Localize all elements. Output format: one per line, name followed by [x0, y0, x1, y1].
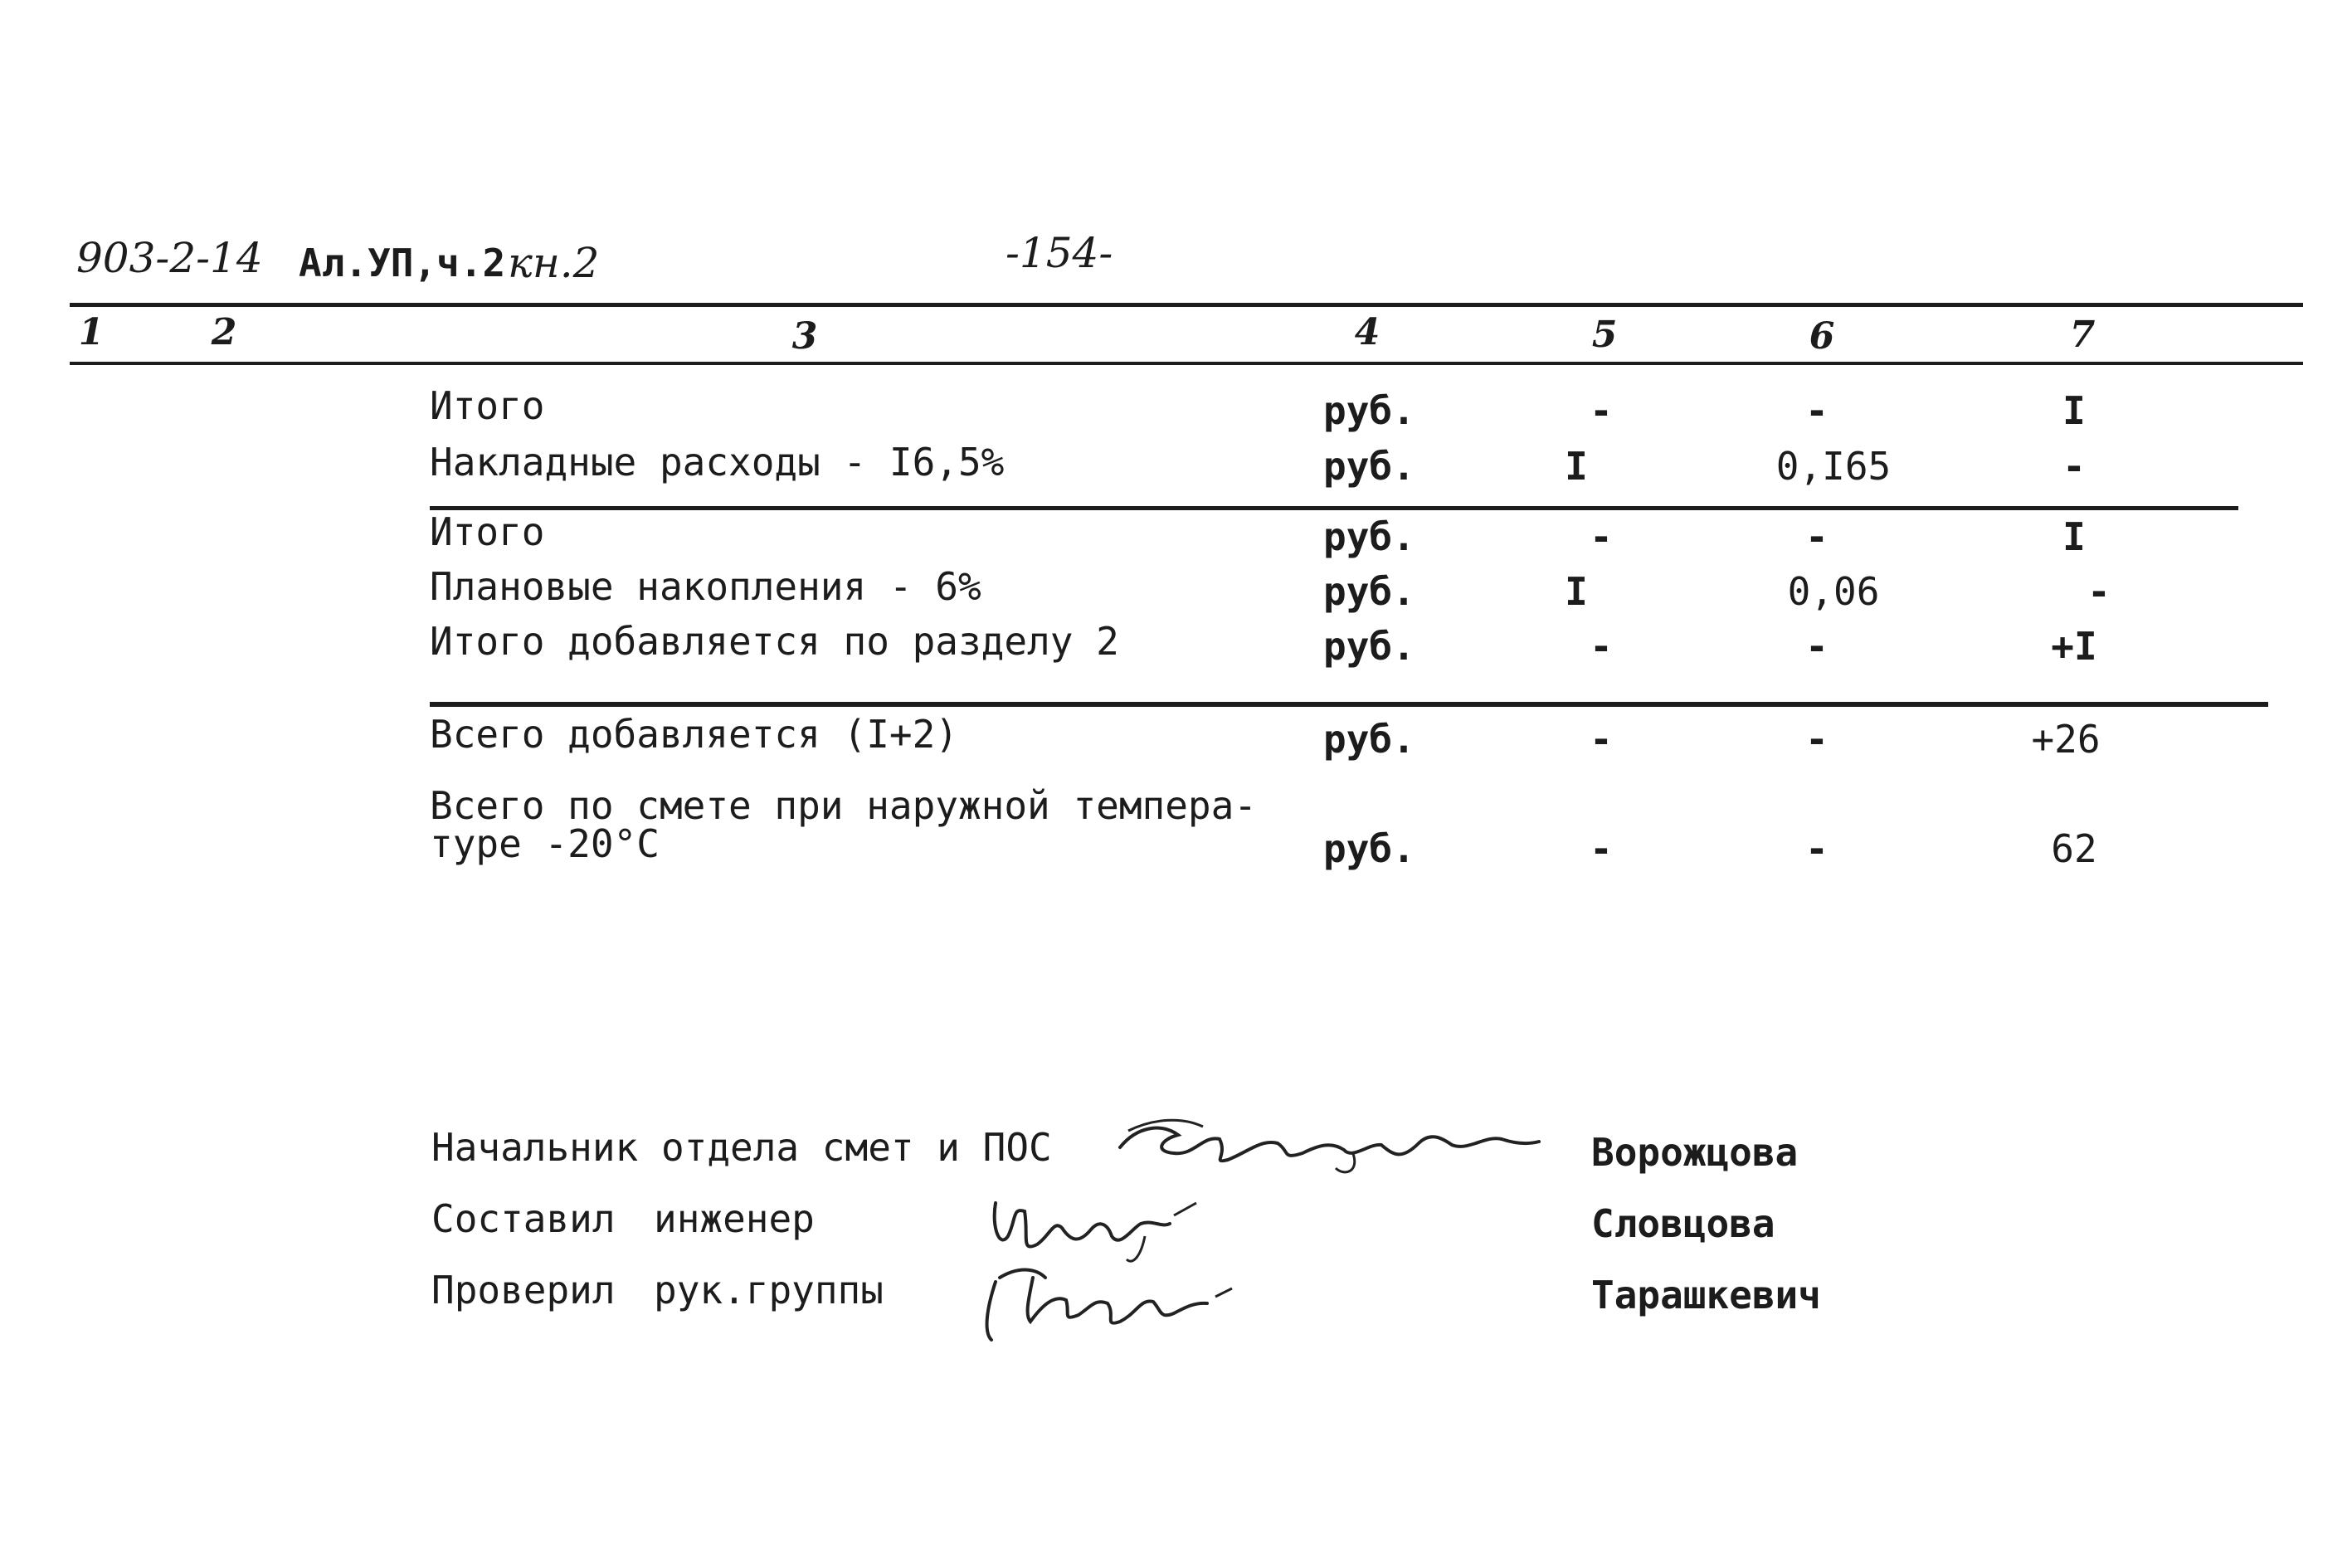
row-col5: - — [1590, 388, 1613, 433]
row-name-line2: туре -20°С — [430, 821, 660, 866]
column-header-4: 4 — [1354, 311, 1381, 353]
row-unit: руб. — [1323, 826, 1415, 871]
row-col6: - — [1805, 388, 1829, 433]
row-col7: 62 — [2051, 826, 2097, 871]
row-name: Итого — [430, 383, 545, 428]
book-reference: кн.2 — [508, 239, 600, 287]
signer-position: Начальник отдела смет и ПОС — [431, 1125, 1052, 1170]
row-name: Накладные расходы - I6,5% — [430, 440, 1005, 485]
signer-name: Словцова — [1591, 1201, 1775, 1246]
row-col7: - — [2087, 569, 2111, 614]
row-col7: +26 — [2031, 717, 2101, 762]
row-col7: I — [2062, 514, 2086, 559]
column-header-6: 6 — [1809, 315, 1835, 358]
row-unit: руб. — [1323, 514, 1415, 559]
row-col5: - — [1590, 826, 1613, 871]
row-col7: - — [2062, 444, 2086, 489]
row-col6: - — [1805, 624, 1829, 669]
row-unit: руб. — [1323, 388, 1415, 433]
row-unit: руб. — [1323, 569, 1415, 614]
row-col6: - — [1805, 514, 1829, 559]
subtotal-rule — [430, 506, 2238, 510]
row-col7: +I — [2051, 624, 2097, 669]
signer-name: Ворожцова — [1591, 1130, 1799, 1175]
total-rule — [430, 702, 2268, 707]
row-name: Плановые накопления - 6% — [430, 564, 981, 609]
row-name: Всего добавляется (I+2) — [430, 712, 958, 757]
row-name-line1: Всего по смете при наружной темпера- — [430, 783, 1257, 828]
column-header-1: 1 — [78, 311, 105, 353]
row-col5: I — [1565, 444, 1588, 489]
row-col5: - — [1590, 514, 1613, 559]
signer-role: инженер — [654, 1196, 815, 1241]
row-unit: руб. — [1323, 717, 1415, 762]
handwritten-signature — [971, 1249, 1244, 1348]
column-header-3: 3 — [791, 315, 818, 358]
row-unit: руб. — [1323, 624, 1415, 669]
row-name: Итого — [430, 509, 545, 554]
column-header-7: 7 — [2069, 314, 2096, 356]
handwritten-signature — [1103, 1093, 1543, 1185]
row-name: Итого добавляется по разделу 2 — [430, 619, 1119, 664]
signer-position: Проверил — [431, 1268, 616, 1312]
signer-name: Тарашкевич — [1591, 1273, 1821, 1317]
row-col5: - — [1590, 717, 1613, 762]
document-code: 903-2-14 — [76, 234, 263, 282]
row-unit: руб. — [1323, 444, 1415, 489]
column-header-5: 5 — [1591, 314, 1618, 356]
row-col6: 0,I65 — [1775, 444, 1892, 489]
signer-position: Составил — [431, 1196, 616, 1241]
signer-role: рук.группы — [654, 1268, 884, 1312]
table-top-rule — [70, 303, 2303, 307]
row-col7: I — [2062, 388, 2086, 433]
row-col6: - — [1805, 826, 1829, 871]
table-header-rule — [70, 362, 2303, 365]
page-number: -154- — [1006, 229, 1113, 277]
album-reference: Ал.УП,ч.2 — [299, 241, 506, 285]
row-col5: - — [1590, 624, 1613, 669]
row-col6: - — [1805, 717, 1829, 762]
row-col5: I — [1565, 569, 1588, 614]
row-col6: 0,06 — [1787, 569, 1880, 614]
column-header-2: 2 — [211, 311, 237, 353]
